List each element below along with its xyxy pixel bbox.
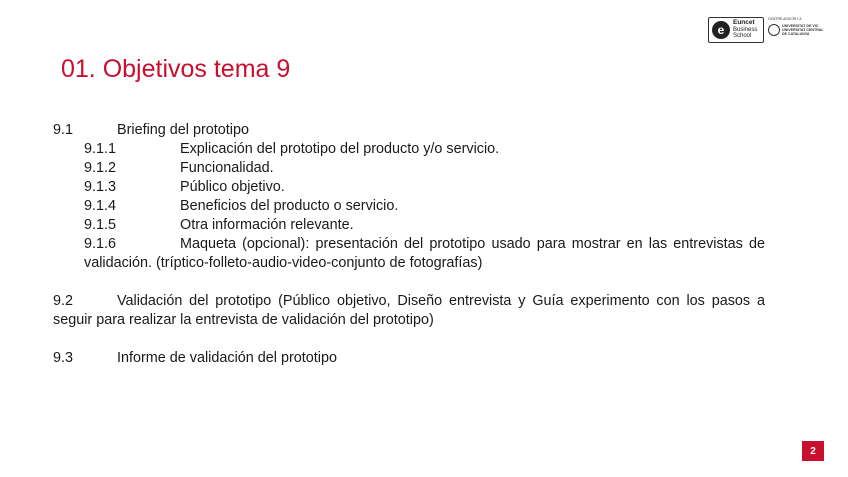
objectives-list: [53, 121, 765, 368]
uvic-line2: UNIVERSITAT CENTRAL: [782, 27, 824, 32]
euncet-logo-line2: Business: [733, 26, 758, 33]
section-9-2-continued: seguir para realizar la entrevista de validación del prototipo): [53, 312, 434, 328]
euncet-logo-line3: School: [733, 33, 752, 40]
section-text: Beneficios del producto o servicio.: [180, 198, 399, 214]
section-9-1-1: [84, 140, 765, 159]
section-9-2: [53, 292, 765, 311]
section-9-1-5: [84, 216, 765, 235]
section-9-1-6: [84, 235, 765, 254]
euncet-logo: [708, 17, 764, 43]
section-text: Público objetivo.: [180, 179, 285, 195]
section-text: Briefing del prototipo: [117, 122, 249, 138]
euncet-e-icon: e: [712, 21, 730, 39]
section-text: Funcionalidad.: [180, 160, 274, 176]
slide-title: 01. Objetivos tema 9: [61, 55, 291, 83]
section-number: 9.2: [53, 293, 74, 309]
section-text: Otra información relevante.: [180, 217, 354, 233]
section-number: 9.1: [53, 122, 74, 138]
euncet-logo-line1: Euncet: [733, 19, 755, 27]
uvic-line3: DE CATALUNYA: [782, 31, 810, 36]
section-text-line1: Maqueta (opcional): presentación del prototipo usado para mostrar en las entrevistas de: [180, 236, 765, 252]
section-9-1-6-continued: validación. (tríptico-folleto-audio-video-conjunto de fotografías): [84, 255, 483, 271]
section-9-3: [53, 349, 765, 368]
section-number: 9.1.6: [84, 236, 117, 252]
section-text: Informe de validación del prototipo: [117, 350, 337, 366]
section-number: 9.1.5: [84, 217, 117, 233]
uvic-line1: UNIVERSITAT DE VIC: [782, 23, 819, 28]
section-number: 9.1.1: [84, 141, 117, 157]
section-number: 9.1.4: [84, 198, 117, 214]
section-9-1-2: [84, 159, 765, 178]
page-number-badge: 2: [802, 441, 824, 461]
uvic-logo: [768, 17, 828, 43]
section-9-1-3: [84, 178, 765, 197]
section-text: Explicación del prototipo del producto y/o servicio.: [180, 141, 500, 157]
section-text-line1: Validación del prototipo (Público objetivo, Diseño entrevista y Guía experimento con los pasos a: [117, 293, 765, 309]
section-9-1-4: [84, 197, 765, 216]
section-number: 9.1.2: [84, 160, 117, 176]
euncet-logo-text: [733, 20, 757, 40]
section-number: 9.3: [53, 350, 74, 366]
section-number: 9.1.3: [84, 179, 117, 195]
uvic-adscrito-label: CENTRE ADSCRIT A: [768, 17, 802, 21]
section-9-1: [53, 121, 765, 140]
uvic-seal-icon: [768, 24, 780, 36]
